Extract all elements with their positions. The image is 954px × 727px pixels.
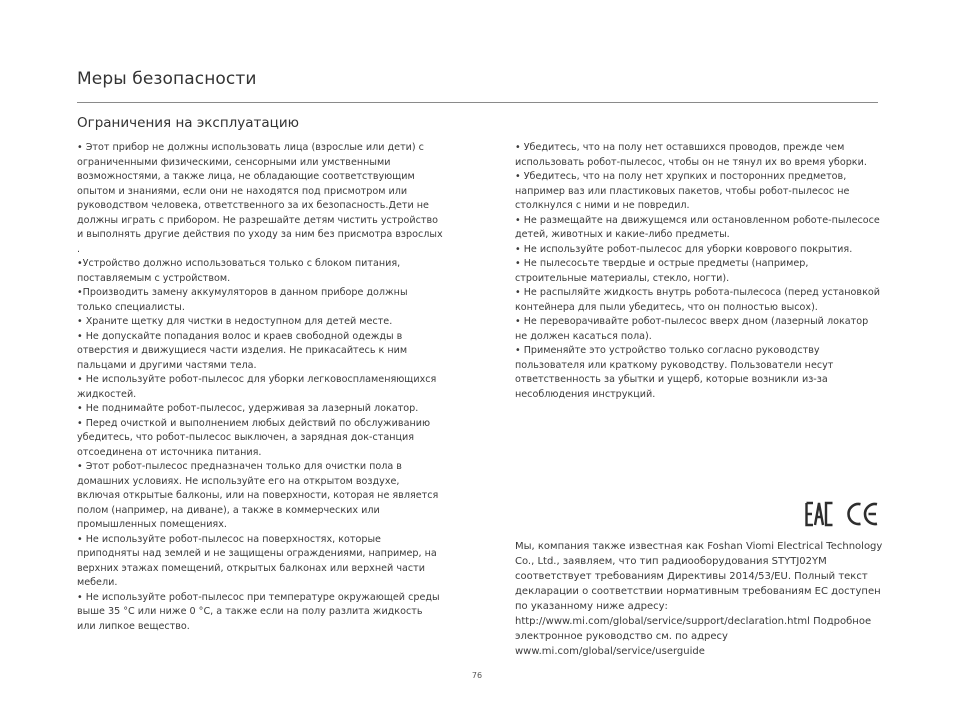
list-item: • Храните щетку для чистки в недоступном для детей месте. <box>77 316 393 327</box>
list-item: • Не пылесосьте твердые и острые предметы (например, строительные материалы, стекло, ногти). <box>515 258 809 284</box>
list-item: • Не используйте робот-пылесос при температуре окружающей среды выше 35 °C или ниже 0 °C, а также если на полу разлита жидкость или липкое вещество. <box>77 591 440 632</box>
list-item: • Не допускайте попадания волос и краев свободной одежды в отверстия и движущиеся части изделия. Не прикасайтесь к ним пальцами и другими частями тела. <box>77 330 408 371</box>
list-item: • Не переворачивайте робот-пылесос вверх дном (лазерный локатор не должен касаться пола). <box>515 316 869 342</box>
list-item: •Производить замену аккумуляторов в данном приборе должны только специалисты. <box>77 287 408 313</box>
section-heading: Ограничения на эксплуатацию <box>77 115 300 131</box>
certification-marks <box>805 502 879 530</box>
list-item: • Не используйте робот-пылесос для уборки легковоспламеняющихся жидкостей. <box>77 374 437 400</box>
list-item: • Не поднимайте робот-пылесос, удерживая за лазерный локатор. <box>77 403 419 414</box>
list-item: • Этот робот-пылесос предназначен только для очистки пола в домашних условиях. Не используйте его на открытом воздухе, включая открытые балконы, или на поверхности, которая не является полом (например, на диване), а также в коммерческих или промышленных помещениях. <box>77 461 439 530</box>
ce-mark-icon <box>846 501 879 531</box>
list-item: • Этот прибор не должны использовать лица (взрослые или дети) с ограниченными физическими, сенсорными или умственными возможностями, а также лица, не обладающие соответствующим опытом и знаниями, если они не находятся под присмотром или руководством человека, ответственного за их безопасность.Дети не должны играть с прибором. Не разрешайте детям чистить устройство и выполнять другие действия по уходу за ним без присмотра взрослых . <box>77 142 443 255</box>
right-column <box>515 141 883 402</box>
list-item: • Не используйте робот-пылесос на поверхностях, которые приподняты над землей и не защищены ограждениями, например, на верхних этажах помещений, открытых балконах или верхней части мебели. <box>77 533 437 588</box>
left-column <box>77 141 443 634</box>
list-item: • Не распыляйте жидкость внутрь робота-пылесоса (перед установкой контейнера для пыли убедитесь, что он полностью высох). <box>515 287 880 313</box>
title-divider <box>77 102 878 103</box>
list-item: • Не размещайте на движущемся или остановленном роботе-пылесосе детей, животных и какие-либо предметы. <box>515 214 880 240</box>
list-item: • Применяйте это устройство только согласно руководству пользователя или краткому руководству. Пользователи несут ответственность за убытки и ущерб, которые возникли из-за несоблюдения инструкций. <box>515 345 834 400</box>
page-number: 76 <box>471 671 483 680</box>
list-item: •Устройство должно использоваться только с блоком питания, поставляемым с устройством. <box>77 258 401 284</box>
list-item: • Перед очисткой и выполнением любых действий по обслуживанию убедитесь, что робот-пылесос выключен, а зарядная док-станция отсоединена от источника питания. <box>77 417 431 458</box>
page-title: Меры безопасности <box>77 69 257 89</box>
declaration-text: Мы, компания также известная как Foshan Viomi Electrical Technology Co., Ltd., заявляем, что тип радиооборудования STYTJ02YM соответствует требованиям Директивы 2014/53/EU. Полный текст декларации о соответствии нормативным требованиям ЕС доступен по указанному ниже адресу: http://www.mi.com/global/service/support/declaration.html Подробное электронное руководство см. по адресу www.mi.com/global/service/userguide <box>515 541 883 657</box>
eac-mark-icon <box>805 501 834 531</box>
list-item: • Убедитесь, что на полу нет оставшихся проводов, прежде чем использовать робот-пылесос, чтобы он не тянул их во время уборки. <box>515 142 867 168</box>
list-item: • Не используйте робот-пылесос для уборки коврового покрытия. <box>515 243 853 255</box>
list-item: • Убедитесь, что на полу нет хрупких и посторонних предметов, например ваз или пластиковых пакетов, чтобы робот-пылесос не столкнулся с ними и не повредил. <box>515 171 850 211</box>
